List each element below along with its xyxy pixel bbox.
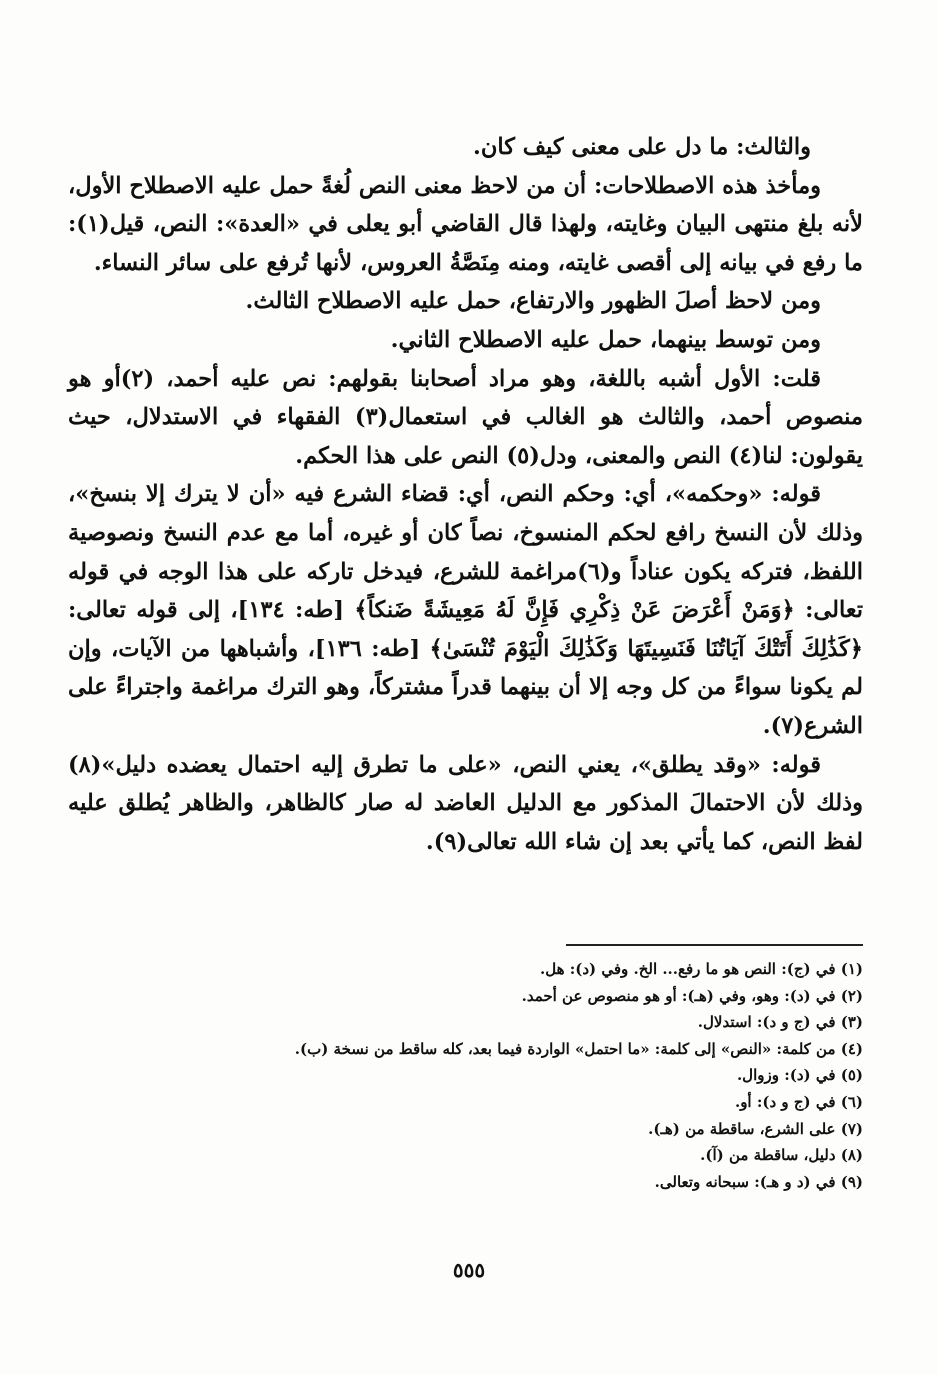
footnote-2: (٢) في (د): وهو، وفي (هـ): أو هو منصوص عن أحمد. bbox=[521, 986, 863, 1005]
paragraph-1: والثالث: ما دل على معنى كيف كان. bbox=[473, 134, 811, 160]
paragraph-3: ومن لاحظ أصلَ الظهور والارتفاع، حمل عليه الاصطلاح الثالث. bbox=[245, 288, 821, 315]
body-text bbox=[68, 128, 863, 861]
footnote-6: (٦) في (ج و د): أو. bbox=[734, 1092, 863, 1111]
footnote-9: (٩) في (د و هـ): سبحانه وتعالى. bbox=[654, 1172, 863, 1191]
paragraph-4: ومن توسط بينهما، حمل عليه الاصطلاح الثاني. bbox=[390, 326, 821, 353]
footnote-1: (١) في (ج): النص هو ما رفع... الخ. وفي (د): هل. bbox=[539, 960, 863, 978]
footnote-5: (٥) في (د): وزوال. bbox=[736, 1066, 863, 1085]
page-number: ٥٥٥ bbox=[452, 1258, 486, 1282]
paragraph-7: قوله: «وقد يطلق»، يعني النص، «على ما تطرق إليه احتمال يعضده دليل»(٨) وذلك لأن الاحتمالَ المذكور مع الدليل العاضد له صار كالظاهر، والظاهر يُطلق عليه لفظ النص، كما يأتي بعد إن شاء الله تعالى(٩). bbox=[68, 751, 863, 855]
footnote-8: (٨) دليل، ساقطة من (آ). bbox=[700, 1146, 863, 1165]
footnote-4: (٤) من كلمة: «النص» إلى كلمة: «ما احتمل» الواردة فيما بعد، كله ساقط من نسخة (ب). bbox=[294, 1039, 863, 1058]
paragraph-2: ومأخذ هذه الاصطلاحات: أن من لاحظ معنى النص لُغةً حمل عليه الاصطلاح الأول، لأنه بلغ منتهى البيان وغايته، ولهذا قال القاضي أبو يعلى في «العدة»: النص، قيل(١): ما رفع في بيانه إلى أقصى غايته، ومنه مِنَصَّةُ العروس، لأنها تُرفع على سائر النساء. bbox=[68, 172, 863, 276]
footnotes bbox=[68, 956, 863, 1195]
footnote-divider bbox=[566, 944, 863, 946]
paragraph-6: قوله: «وحكمه»، أي: وحكم النص، أي: قضاء الشرع فيه «أن لا يترك إلا بنسخ»، وذلك لأن النسخ رافع لحكم المنسوخ، نصاً كان أو غيره، أما مع عدم النسخ ونصوصية اللفظ، فتركه يكون عناداً و(٦)مراغمة للشرع، فيدخل تاركه على هذا الوجه في قوله تعالى: ﴿وَمَنْ أَعْرَضَ عَنْ ذِكْرِي فَإِنَّ لَهُ مَعِيشَةً ضَنكاً﴾ [طه: ١٣٤]، إلى قوله تعالى: ﴿كَذَٰلِكَ أَتَتْكَ آيَاتُنَا فَنَسِيتَهَا وَكَذَٰلِكَ الْيَوْمَ تُنْسَىٰ﴾ [طه: ١٣٦]، وأشباهها من الآيات، وإن لم يكونا سواءً من كل وجه إلا أن بينهما قدراً مشتركاً، وهو الترك مراغمة واجتراءً على الشرع(٧). bbox=[68, 481, 864, 739]
footnote-3: (٣) في (ج و د): استدلال. bbox=[697, 1013, 863, 1032]
footnote-7: (٧) على الشرع، ساقطة من (هـ). bbox=[648, 1119, 863, 1138]
paragraph-5: قلت: الأول أشبه باللغة، وهو مراد أصحابنا بقولهم: نص عليه أحمد، (٢)أو هو منصوص أحمد، والثالث هو الغالب في استعمال(٣) الفقهاء في الاستدلال، حيث يقولون: لنا(٤) النص والمعنى، ودل(٥) النص على هذا الحكم. bbox=[68, 365, 863, 469]
